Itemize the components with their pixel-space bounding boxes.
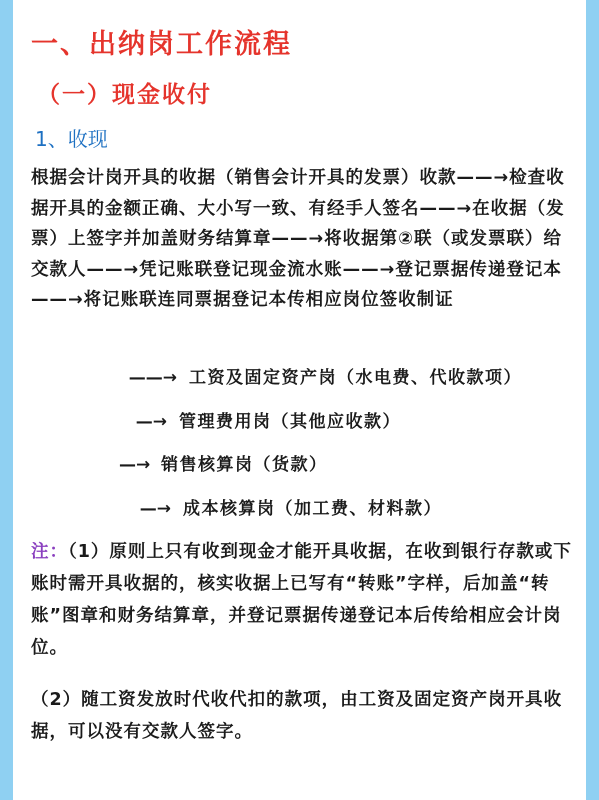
section-subtitle: （一）现金收付 xyxy=(37,82,212,108)
arrow-icon: —→ xyxy=(135,411,167,432)
process-paragraph: 根据会计岗开具的收据（销售会计开具的发票）收款——→检查收据开具的金额正确、大小写一致、有经手人签名——→在收据（发票）上签字并加盖财务结算章——→将收据第②联（或发票联）给交款人——→凭记账联登记现金流水账——→登记票据传递登记本——→将记账联连同票据登记本传相应岗位签收制证 xyxy=(31,168,565,310)
routing-item xyxy=(119,366,522,410)
subsection-heading: 1、收现 xyxy=(35,127,108,151)
note-label: 注： xyxy=(31,542,68,562)
note-paragraph xyxy=(31,536,579,664)
note-paragraph-2: （2）随工资发放时代收代扣的款项，由工资及固定资产岗开具收据，可以没有交款人签字。 xyxy=(31,690,563,742)
routing-item-text: 成本核算岗（加工费、材料款） xyxy=(183,498,442,519)
routing-list xyxy=(119,366,522,540)
routing-item-text: 销售核算岗（货款） xyxy=(161,455,328,475)
arrow-icon: —→ xyxy=(119,455,151,475)
arrow-icon: ——→ xyxy=(128,368,177,388)
routing-item xyxy=(119,453,522,497)
routing-item-text: 工资及固定资产岗（水电费、代收款项） xyxy=(189,368,522,388)
note-text-1: （1）原则上只有收到现金才能开具收据，在收到银行存款或下账时需开具收据的，核实收据上已写有“转账”字样，后加盖“转账”图章和财务结算章，并登记票据传递登记本后传给相应会计岗位。 xyxy=(31,542,572,658)
routing-item xyxy=(119,497,522,541)
routing-item-text: 管理费用岗（其他应收款） xyxy=(179,411,401,432)
routing-item xyxy=(119,410,522,454)
arrow-icon: —→ xyxy=(139,498,171,519)
page-title: 一、出纳岗工作流程 xyxy=(31,29,292,60)
